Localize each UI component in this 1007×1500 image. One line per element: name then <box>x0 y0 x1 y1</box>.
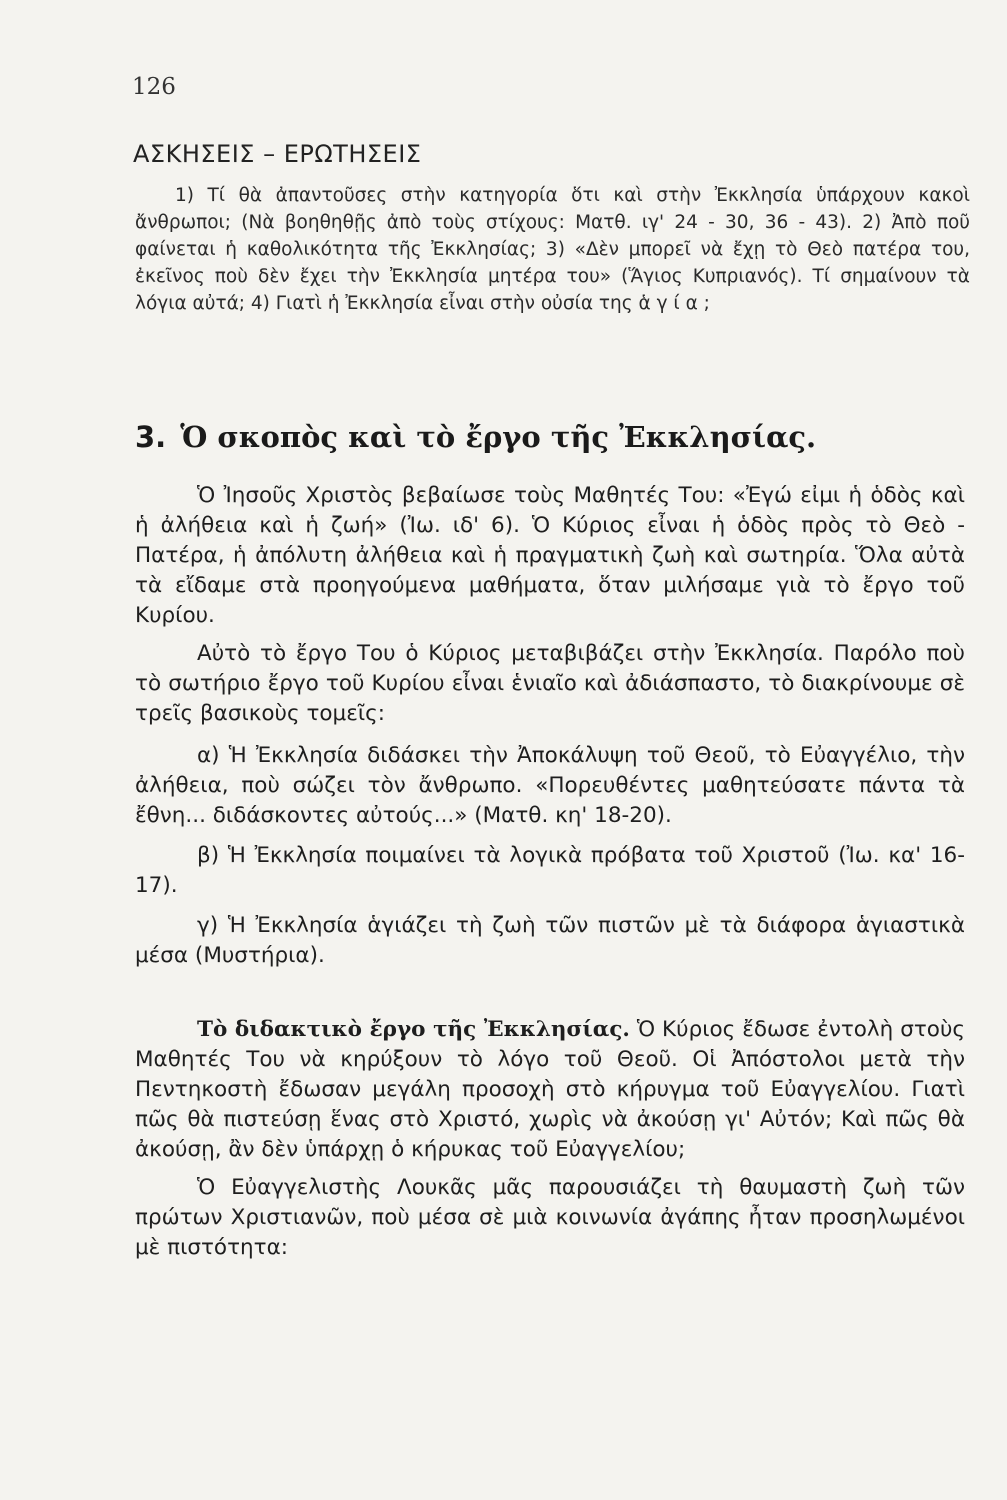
section-body <box>135 481 965 1263</box>
paragraph-3 <box>135 1015 965 1165</box>
exercises-block <box>135 182 970 317</box>
paragraph-4: Ὁ Εὐαγγελιστὴς Λουκᾶς μᾶς παρουσιάζει τὴ θαυμαστὴ ζωὴ τῶν πρώτων Χριστιανῶν, ποὺ μέσα σὲ μιὰ κοινωνία ἀγάπης ἦταν προσηλωμένοι μὲ πιστότητα: <box>135 1175 965 1260</box>
paragraph-3-heading: Τὸ διδακτικὸ ἔργο τῆς Ἐκκλησίας. <box>197 1017 630 1042</box>
list-item-b: β) Ἡ Ἐκκλησία ποιμαίνει τὰ λογικὰ πρόβατα τοῦ Χριστοῦ (Ἰω. κα' 16-17). <box>135 843 965 898</box>
paragraph-3-text: Ὁ Κύριος ἔδωσε ἐντολὴ στοὺς Μαθητές Του νὰ κηρύξουν τὸ λόγο τοῦ Θεοῦ. Οἱ Ἀπόστολοι μετὰ τὴν Πεντηκοστὴ ἔδωσαν μεγάλη προσοχὴ στὸ κήρυγμα τοῦ Εὐαγγελίου. Γιατὶ πῶς θὰ πιστεύσῃ ἕνας στὸ Χριστό, χωρὶς νὰ ἀκούσῃ γι' Αὐτόν; Καὶ πῶς θὰ ἀκούσῃ, ἂν δὲν ὑπάρχῃ ὁ κήρυκας τοῦ Εὐαγγελίου; <box>135 1017 966 1162</box>
exercises-title: ΑΣΚΗΣΕΙΣ – ΕΡΩΤΗΣΕΙΣ <box>133 140 422 168</box>
section-title: Ὁ σκοπὸς καὶ τὸ ἔργο τῆς Ἐκκλησίας. <box>180 420 817 454</box>
section-number: 3. <box>135 420 167 454</box>
paragraph-1: Ὁ Ἰησοῦς Χριστὸς βεβαίωσε τοὺς Μαθητές Του: «Ἐγώ εἰμι ἡ ὁδὸς καὶ ἡ ἀλήθεια καὶ ἡ ζωή» (Ἰω. ιδ' 6). Ὁ Κύριος εἶναι ἡ ὁδὸς πρὸς τὸ Θεὸ - Πατέρα, ἡ ἀπόλυτη ἀλήθεια καὶ ἡ πραγματικὴ ζωὴ καὶ σωτηρία. Ὅλα αὐτὰ τὰ εἴδαμε στὰ προηγούμενα μαθήματα, ὅταν μιλήσαμε γιὰ τὸ ἔργο τοῦ Κυρίου. <box>135 483 965 628</box>
section-heading <box>135 420 816 454</box>
list-item-a: α) Ἡ Ἐκκλησία διδάσκει τὴν Ἀποκάλυψη τοῦ Θεοῦ, τὸ Εὐαγγέλιο, τὴν ἀλήθεια, ποὺ σώζει τὸν ἄνθρωπο. «Πορευθέντες μαθητεύσατε πάντα τὰ ἔθνη... διδάσκοντες αὐτούς...» (Ματθ. κη' 18-20). <box>135 743 965 828</box>
page-number: 126 <box>132 74 176 100</box>
paragraph-2: Αὐτὸ τὸ ἔργο Του ὁ Κύριος μεταβιβάζει στὴν Ἐκκλησία. Παρόλο ποὺ τὸ σωτήριο ἔργο τοῦ Κυρίου εἶναι ἑνιαῖο καὶ ἀδιάσπαστο, τὸ διακρίνουμε σὲ τρεῖς βασικοὺς τομεῖς: <box>135 641 965 726</box>
list-item-c: γ) Ἡ Ἐκκλησία ἁγιάζει τὴ ζωὴ τῶν πιστῶν μὲ τὰ διάφορα ἁγιαστικὰ μέσα (Μυστήρια). <box>135 913 965 968</box>
exercises-text: 1) Τί θὰ ἀπαντοῦσες στὴν κατηγορία ὅτι καὶ στὴν Ἐκκλησία ὑπάρχουν κακοὶ ἄνθρωποι; (Νὰ βοηθηθῇς ἀπὸ τοὺς στίχους: Ματθ. ιγ' 24 - 30, 36 - 43). 2) Ἀπὸ ποῦ φαίνεται ἡ καθολικότητα τῆς Ἐκκλησίας; 3) «Δὲν μπορεῖ νὰ ἔχῃ τὸ Θεὸ πατέρα του, ἐκεῖνος ποὺ δὲν ἔχει τὴν Ἐκκλησία μητέρα του» (Ἅγιος Κυπριανός). Τί σημαίνουν τὰ λόγια αὐτά; 4) Γιατὶ ἡ Ἐκκλησία εἶναι στὴν οὐσία της ἁ γ ί α ; <box>135 185 970 314</box>
